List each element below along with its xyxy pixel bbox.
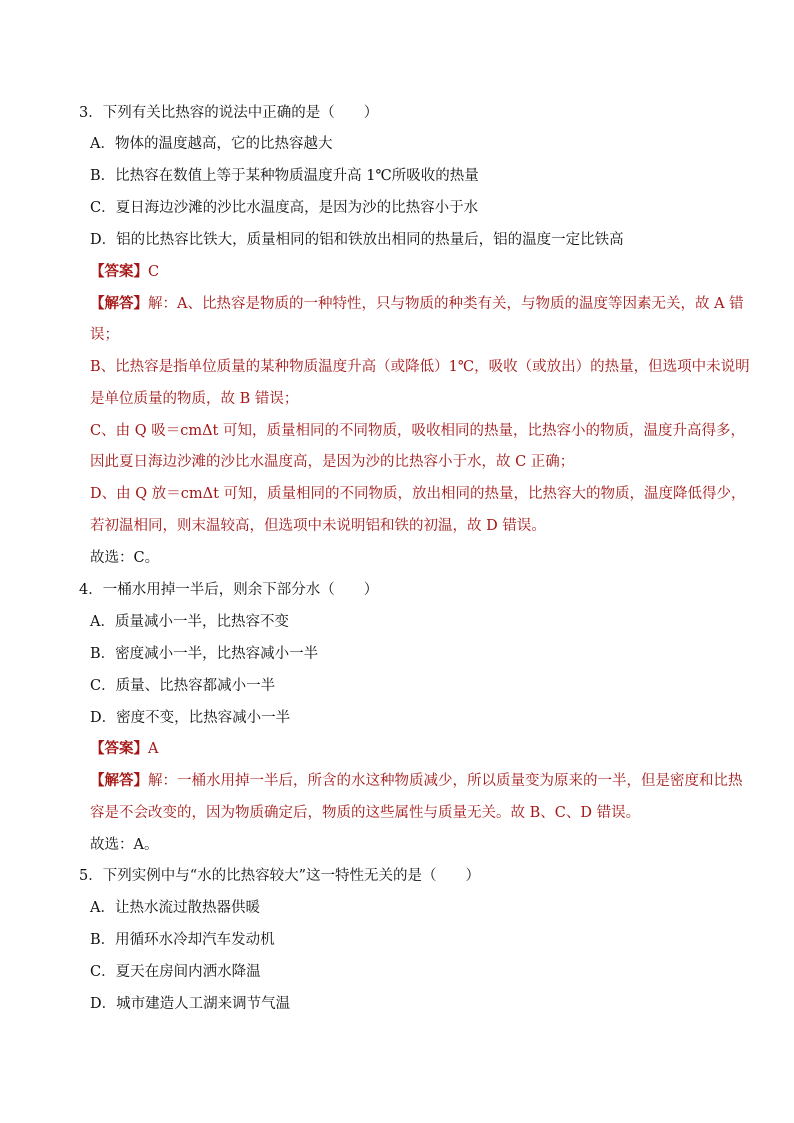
q3-option-b: B．比热容在数值上等于某种物质温度升高 1℃所吸收的热量 [90,168,479,184]
q5-option-d: D．城市建造人工湖来调节气温 [90,996,291,1012]
q4-option-b: B．密度减小一半，比热容减小一半 [90,646,319,662]
q3-option-c: C．夏日海边沙滩的沙比水温度高，是因为沙的比热容小于水 [90,200,479,216]
q3-analysis-line-7: D、由 Q 放＝cmΔt 可知，质量相同的不同物质，放出相同的热量，比热容大的物质，温度降低得少， [90,486,746,502]
answer-value: A [148,741,159,757]
q3-analysis-line-1 [0,294,794,314]
q4-conclusion: 故选：A。 [90,837,159,853]
q3-analysis-line-8: 若初温相同，则末温较高，但选项中未说明铝和铁的初温，故 D 错误。 [90,518,546,534]
q3-option-d: D．铝的比热容比铁大，质量相同的铝和铁放出相同的热量后，铝的温度一定比铁高 [90,232,624,248]
q3-conclusion: 故选：C。 [90,550,160,566]
q5-option-b: B．用循环水冷却汽车发动机 [90,932,275,948]
q3-analysis-line-6: 因此夏日海边沙滩的沙比水温度高，是因为沙的比热容小于水，故 C 正确； [90,454,575,470]
q3-option-a: A．物体的温度越高，它的比热容越大 [90,136,333,152]
answer-value: C [148,264,160,280]
analysis-text: 解：一桶水用掉一半后，所含的水这种物质减少，所以质量变为原来的一半，但是密度和比热 [148,773,743,789]
q3-analysis-line-2: 误； [90,327,119,343]
q4-option-c: C．质量、比热容都减小一半 [90,678,276,694]
q3-analysis-line-4: 是单位质量的物质，故 B 错误； [90,391,299,407]
question-3-stem: 3．下列有关比热容的说法中正确的是（ ） [79,105,379,121]
analysis-tag: 【解答】 [90,772,148,789]
q4-answer [0,739,794,759]
q3-analysis-line-5: C、由 Q 吸＝cmΔt 可知，质量相同的不同物质，吸收相同的热量，比热容小的物质，温度升高得多， [90,423,745,439]
q5-option-a: A．让热水流过散热器供暖 [90,900,260,916]
q5-option-c: C．夏天在房间内洒水降温 [90,964,261,980]
analysis-text: 解：A、比热容是物质的一种特性，只与物质的种类有关，与物质的温度等因素无关，故 A 错 [148,296,744,312]
q4-analysis-line-2: 容是不会改变的，因为物质确定后，物质的这些属性与质量无关。故 B、C、D 错误。 [90,805,641,821]
q4-option-d: D．密度不变，比热容减小一半 [90,710,291,726]
question-5-stem: 5．下列实例中与“水的比热容较大”这一特性无关的是（ ） [79,868,481,884]
q4-option-a: A．质量减小一半，比热容不变 [90,614,289,630]
answer-tag: 【答案】 [90,740,148,757]
q3-analysis-line-3: B、比热容是指单位质量的某种物质温度升高（或降低）1℃，吸收（或放出）的热量，但选项中未说明 [90,359,750,375]
answer-tag: 【答案】 [90,263,148,280]
q4-analysis-line-1 [0,771,794,791]
q3-answer [0,262,794,282]
analysis-tag: 【解答】 [90,295,148,312]
question-4-stem: 4．一桶水用掉一半后，则余下部分水（ ） [79,582,379,598]
